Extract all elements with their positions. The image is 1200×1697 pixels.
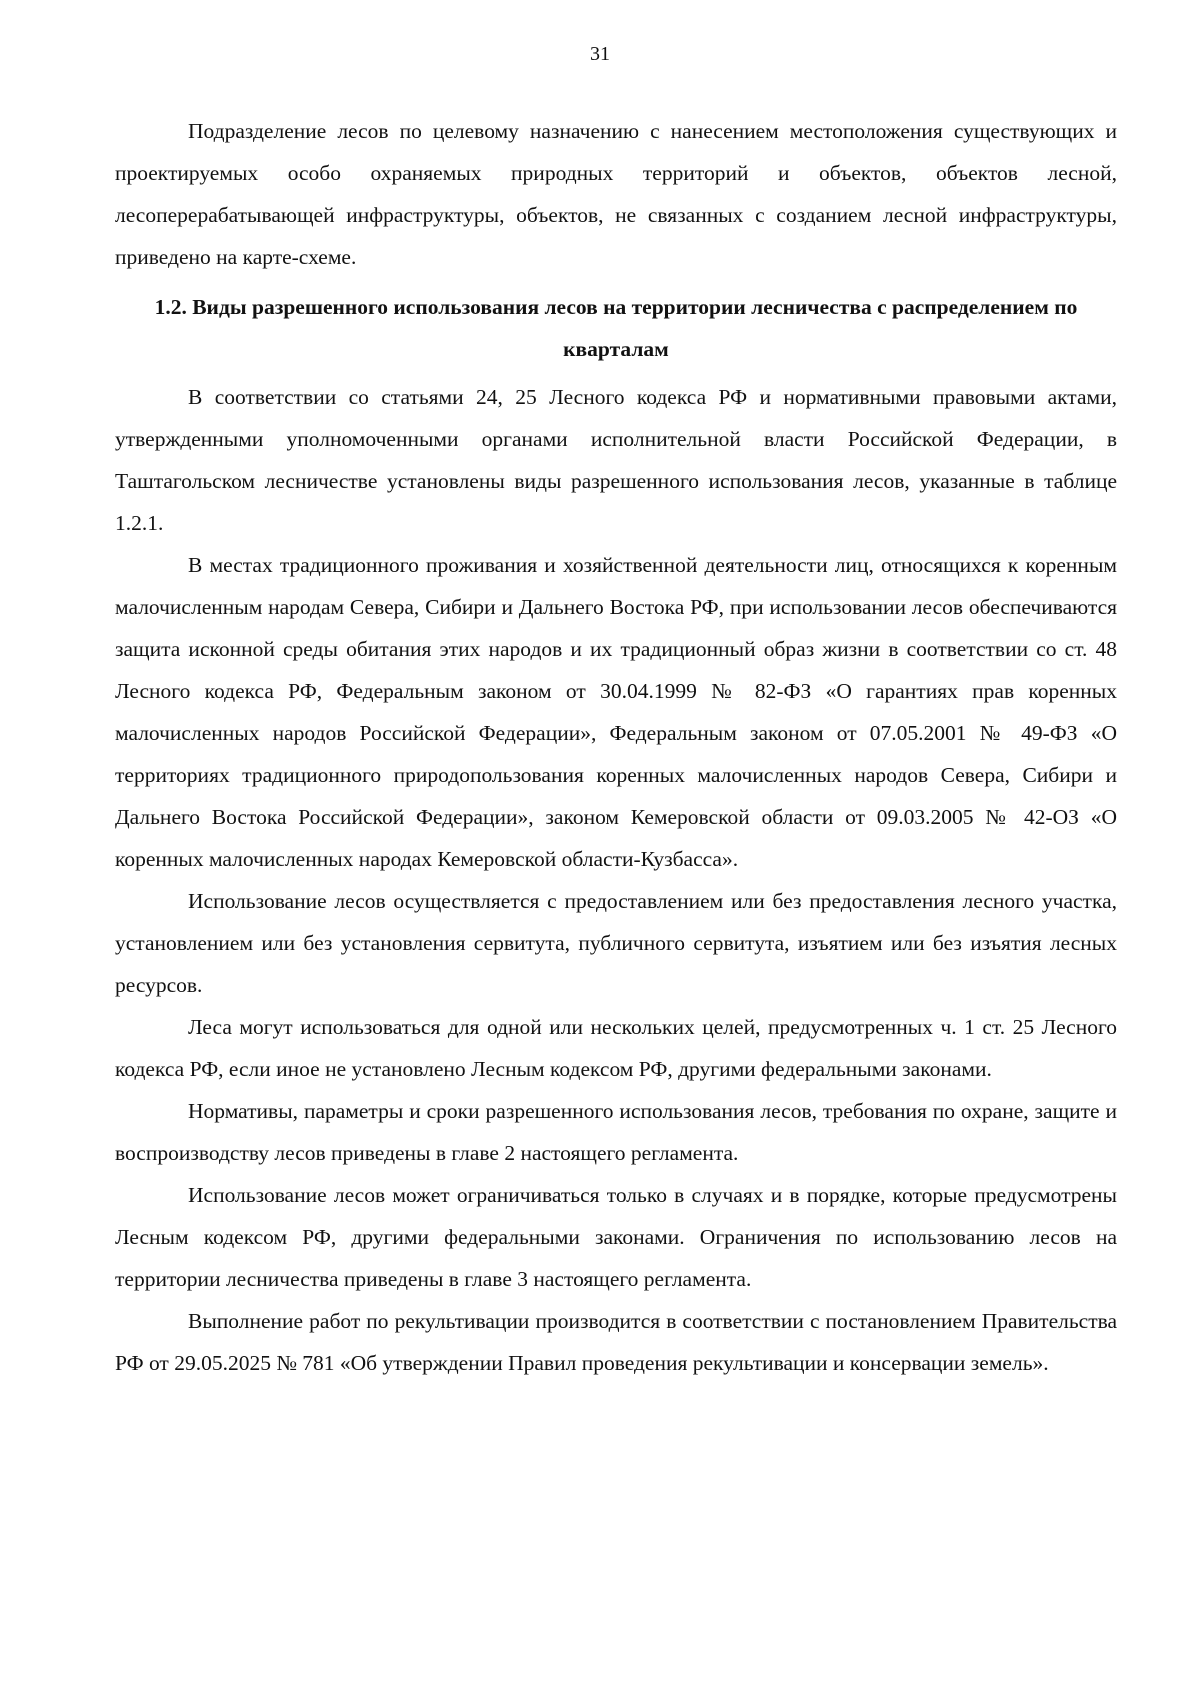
paragraph-permitted-uses: В соответствии со статьями 24, 25 Лесного кодекса РФ и нормативными правовыми актами, утвержденными уполномоченными органами исполнительной власти Российской Федерации, в Таштагольском лесничестве установлены виды разрешенного использования лесов, указанные в таблице 1.2.1. xyxy=(115,385,1117,535)
paragraph-indigenous-peoples: В местах традиционного проживания и хозяйственной деятельности лиц, относящихся к коренным малочисленным народам Севера, Сибири и Дальнего Востока РФ, при использовании лесов обеспечиваются защита исконной среды обитания этих народов и их традиционный образ жизни в соответствии со ст. 48 Лесного кодекса РФ, Федеральным законом от 30.04.1999 № 82-ФЗ «О гарантиях прав коренных малочисленных народов Российской Федерации», Федеральным законом от 07.05.2001 № 49-ФЗ «О территориях традиционного природопользования коренных малочисленных народов Севера, Сибири и Дальнего Востока Российской Федерации», законом Кемеровской области от 09.03.2005 № 42-ОЗ «О коренных малочисленных народах Кемеровской области-Кузбасса». xyxy=(115,553,1117,871)
paragraph-restrictions: Использование лесов может ограничиваться только в случаях и в порядке, которые предусмотрены Лесным кодексом РФ, другими федеральными законами. Ограничения по использованию лесов на территории лесничества приведены в главе 3 настоящего регламента. xyxy=(115,1183,1117,1291)
section-heading: 1.2. Виды разрешенного использования лесов на территории лесничества с распределением по кварталам xyxy=(154,295,1078,361)
paragraph-use-conditions: Использование лесов осуществляется с предоставлением или без предоставления лесного участка, установлением или без установления сервитута, публичного сервитута, изъятием или без изъятия лесных ресурсов. xyxy=(115,889,1117,997)
paragraph-recultivation: Выполнение работ по рекультивации производится в соответствии с постановлением Правительства РФ от 29.05.2025 № 781 «Об утверждении Правил проведения рекультивации и консервации земель». xyxy=(115,1309,1117,1375)
page-number: 31 xyxy=(590,43,610,65)
document-body xyxy=(115,110,1117,1384)
paragraph-purposes: Леса могут использоваться для одной или нескольких целей, предусмотренных ч. 1 ст. 25 Лесного кодекса РФ, если иное не установлено Лесным кодексом РФ, другими федеральными законами. xyxy=(115,1015,1117,1081)
paragraph-norms: Нормативы, параметры и сроки разрешенного использования лесов, требования по охране, защите и воспроизводству лесов приведены в главе 2 настоящего регламента. xyxy=(115,1099,1117,1165)
paragraph-forest-division: Подразделение лесов по целевому назначению с нанесением местоположения существующих и проектируемых особо охраняемых природных территорий и объектов, объектов лесной, лесоперерабатывающей инфраструктуры, объектов, не связанных с созданием лесной инфраструктуры, приведено на карте-схеме. xyxy=(115,119,1117,269)
